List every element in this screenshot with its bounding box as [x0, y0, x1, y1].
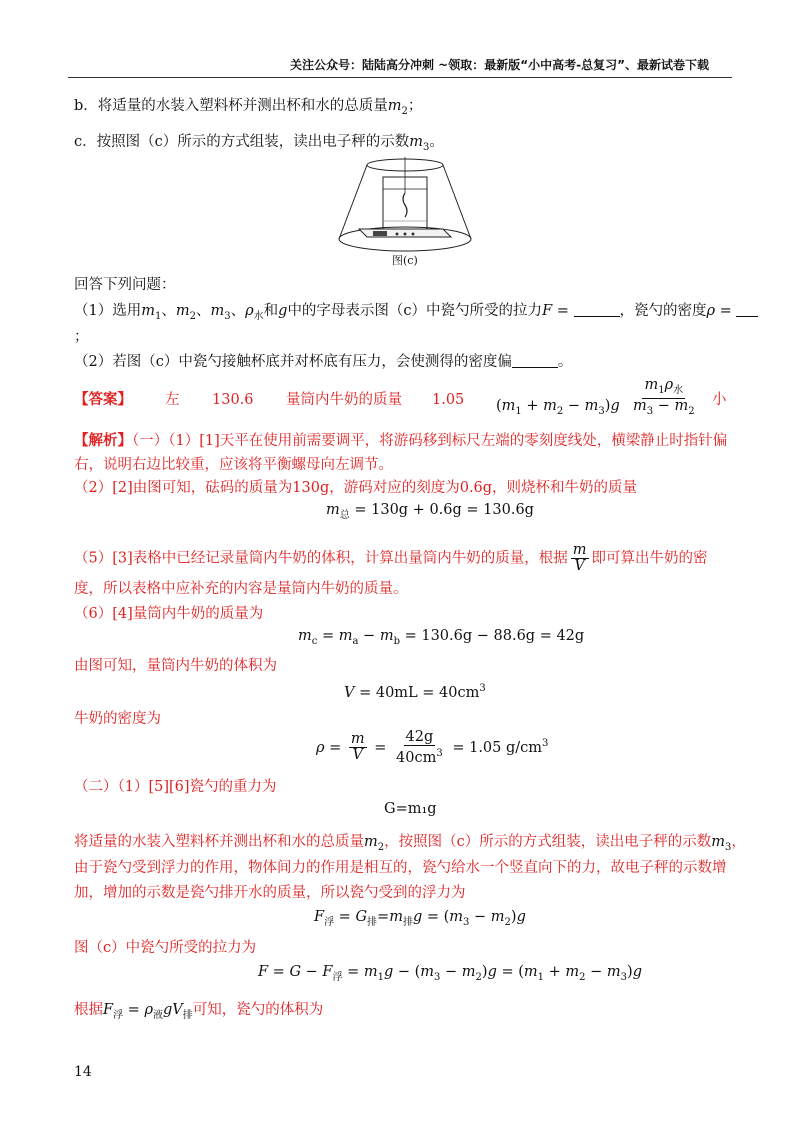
- analysis-text: 将适量的水装入塑料杯并测出杯和水的总质量: [74, 834, 364, 850]
- q2-text: 。: [557, 354, 573, 370]
- question-2: [74, 352, 572, 372]
- equation-1: $m_总 = 130g + 0.6g = 130.6g$: [326, 502, 534, 521]
- q1-text: 中的字母表示图（c）中瓷勺所受的拉力: [287, 303, 543, 319]
- equation-4: ρ = $\frac{m}{V}$ = $\frac{42g}{40cm^3}$ = 1.05 $g/cm^3$: [316, 729, 549, 766]
- q1-text: 和: [263, 303, 279, 319]
- analysis-p13: 图（c）中瓷勺所受的拉力为: [74, 940, 257, 956]
- equation-2: $m_c = m_a - m_b = 130.6g - 88.6g = 42g$: [298, 628, 585, 647]
- analysis-text: 即可算出牛奶的密: [591, 550, 708, 567]
- subscript: 3: [423, 141, 430, 153]
- answer-2: 130.6: [212, 392, 254, 408]
- q1-text: ，瓷勺的密度: [619, 303, 707, 319]
- analysis-p8: 牛奶的密度为: [74, 711, 161, 727]
- analysis-text: ，按照图（c）所示的方式组装，读出电子秤的示数: [384, 834, 712, 850]
- q2-text: （2）若图（c）中瓷勺接触杯底并对杯底有压力，会使测得的密度偏: [74, 354, 512, 370]
- scale-display: [373, 231, 387, 236]
- header-divider: [68, 77, 732, 78]
- page-header: 关注公众号：陆陆高分冲刺 ~领取：最新版“小中高考-总复习”、最新试卷下载: [290, 58, 709, 72]
- analysis-p2: （2）[2]由图可知，砝码的质量为130g，游码对应的刻度为0.6g，则烧杯和牛奶的质量: [74, 480, 638, 496]
- equation-7: $F = G - F_浮 = m_1g - (m_3 - m_2)g = (m_1 + m_2 - m_3)g$: [258, 964, 643, 983]
- answer-5-formula: $(m_1 + m_2 - m_3)g$: [496, 398, 620, 417]
- q1-text: （1）选用: [74, 303, 142, 319]
- answer-4: 1.05: [432, 392, 465, 408]
- eq2-text: = 130.6g − 88.6g = 42g: [404, 628, 585, 644]
- eq4-result: = 1.05 g/cm: [452, 739, 543, 756]
- analysis-p9: （二）（1）[5][6]瓷勺的重力为: [74, 779, 277, 795]
- answer-3: 量筒内牛奶的质量: [286, 392, 402, 408]
- analysis-p14: 根据$F_浮 = \rho_液gV_排$可知，瓷勺的体积为: [74, 1002, 324, 1021]
- analysis-p1b: 右，说明右边比较重，应该将平衡螺母向左调节。: [74, 457, 393, 473]
- cover-left: [339, 165, 367, 239]
- figure-c-diagram: [335, 153, 475, 265]
- analysis-text: 根据: [74, 1002, 103, 1018]
- question-1-continued: ；: [74, 329, 89, 345]
- answer-blank[interactable]: [736, 302, 758, 317]
- equation-3: $V = 40mL = 40cm^3$: [344, 683, 486, 701]
- analysis-p12: 加，增加的示数是瓷勺排开水的质量，所以瓷勺受到的浮力为: [74, 885, 466, 901]
- analysis-p1: [74, 431, 727, 451]
- figure-caption: 图(c): [392, 254, 418, 267]
- step-b: [74, 96, 422, 122]
- punct: 。: [429, 134, 444, 150]
- scale-button: [404, 233, 407, 236]
- analysis-text: ，: [731, 834, 746, 850]
- analysis-p11: 由于瓷勺受到浮力的作用，物体间力的作用是相互的，瓷勺给水一个竖直向下的力，故电子秤的示数增: [74, 860, 727, 876]
- analysis-p7: 由图可知，量筒内牛奶的体积为: [74, 658, 277, 674]
- eq3-text: = 40mL = 40cm: [359, 684, 480, 701]
- answer-6-formula: $\frac{m_1\rho_水}{m_3 - m_2}$: [633, 377, 695, 417]
- page-number: 14: [74, 1064, 92, 1080]
- answer-blank[interactable]: [512, 353, 558, 368]
- symbol: m: [387, 98, 402, 114]
- cover-right: [443, 165, 471, 239]
- step-b-text: b．将适量的水装入塑料杯并测出杯和水的总质量: [74, 98, 388, 114]
- equation-5: G=m₁g: [384, 801, 437, 817]
- answer-label: 【答案】: [74, 391, 132, 408]
- scale-button: [396, 233, 399, 236]
- analysis-text: （5）[3]表格中已经记录量筒内牛奶的体积，计算出量筒内牛奶的质量，根据: [74, 550, 568, 567]
- questions-intro: 回答下列问题：: [74, 277, 176, 293]
- answer-1: 左: [165, 392, 180, 408]
- analysis-text: 可知，瓷勺的体积为: [192, 1002, 324, 1018]
- symbol: m: [409, 134, 423, 150]
- eq4-den: 40cm: [396, 749, 437, 766]
- eq4-num: 42g: [405, 729, 434, 745]
- analysis-p5: （5）[3]表格中已经记录量筒内牛奶的体积，计算出量筒内牛奶的质量，根据 $\frac{m}{V}$ 即可算出牛奶的密: [74, 542, 708, 574]
- question-1: （1）选用$m_1$、$m_2$、$m_3$、$\rho_水$和g中的字母表示图（c）中瓷勺所受的拉力F = ，瓷勺的密度ρ =: [74, 301, 758, 327]
- equation-6: $F_浮 = G_排=m_排g = (m_3 - m_2)g$: [314, 909, 526, 928]
- eq1-text: = 130g + 0.6g = 130.6g: [354, 502, 534, 518]
- step-c-text: c．按照图（c）所示的方式组装，读出电子秤的示数: [74, 134, 410, 150]
- analysis-text: （一）（1）[1]天平在使用前需要调平，将游码移到标尺左端的零刻度线处，横梁静止时指针偏: [132, 433, 728, 449]
- analysis-p5c: 度，所以表格中应补充的内容是量筒内牛奶的质量。: [74, 581, 408, 597]
- punct: ；: [407, 98, 423, 114]
- scale-button: [412, 233, 415, 236]
- answer-blank[interactable]: [574, 302, 620, 317]
- answer-7: 小: [712, 392, 727, 408]
- subscript: 2: [401, 105, 408, 117]
- analysis-label: 【解析】: [74, 432, 132, 449]
- spoon: [403, 193, 407, 217]
- analysis-p10: 将适量的水装入塑料杯并测出杯和水的总质量$m_2$，按照图（c）所示的方式组装，读出电子秤的示数$m_3$，: [74, 834, 746, 853]
- analysis-p6: （6）[4]量筒内牛奶的质量为: [74, 606, 264, 622]
